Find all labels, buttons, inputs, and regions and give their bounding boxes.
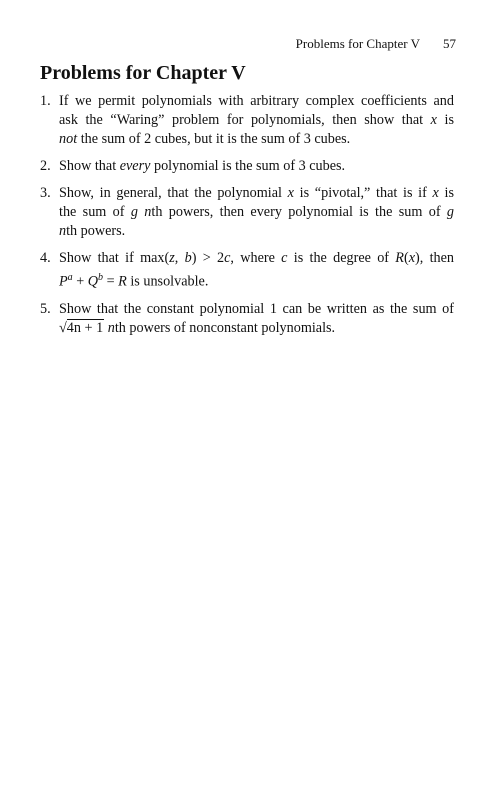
text-run: is [438, 185, 454, 201]
problem-number: 1. [40, 93, 51, 109]
text-run: ), then [415, 250, 454, 266]
italic-run: b [184, 250, 192, 266]
italic-run: g [130, 204, 138, 220]
italic-run: Q [87, 273, 99, 290]
problem-text-line [59, 249, 454, 268]
text-run: th powers of nonconstant polynomials. [114, 319, 336, 336]
problem-text-line [59, 203, 454, 222]
text-run: polynomial is the sum of 3 cubes. [150, 158, 346, 174]
text-run: the sum of [59, 204, 131, 220]
page-number: 57 [443, 36, 456, 51]
text-run: , [174, 250, 185, 266]
italic-run: x [432, 185, 439, 201]
text-run: Show, in general, that the polynomial [59, 185, 288, 201]
text-run: Show that [59, 158, 120, 174]
text-run: th powers, then every polynomial is the sum of [151, 204, 447, 220]
italic-run: x [408, 250, 416, 266]
running-head-title: Problems for Chapter V [295, 36, 420, 51]
problem-number: 2. [40, 158, 51, 174]
radical-sign-icon: √ [59, 319, 67, 336]
text-run: ) > 2 [191, 250, 225, 266]
italic-run: not [59, 131, 78, 147]
problem-list [40, 92, 454, 346]
italic-run: c [281, 250, 288, 266]
problem-number: 3. [40, 185, 51, 201]
text-run: the sum of 2 cubes, but it is the sum of 3 cubes. [77, 131, 351, 147]
text-run: is the degree of [287, 250, 396, 266]
text-run: is [436, 112, 454, 128]
text-run: + [72, 273, 88, 290]
italic-run: c [224, 250, 231, 266]
problem-text-line [59, 157, 454, 176]
problem-text-line [59, 300, 454, 319]
problem-number: 4. [40, 250, 51, 266]
italic-run: x [430, 112, 437, 128]
italic-run: z [169, 250, 175, 266]
problem-text-line [59, 184, 454, 203]
problem-text-line [59, 92, 454, 111]
italic-run: n [59, 223, 67, 239]
italic-run: R [118, 273, 127, 290]
problem-item [40, 249, 454, 292]
text-run: th powers. [66, 223, 126, 239]
problem-item [40, 92, 454, 149]
problem-item [40, 157, 454, 176]
problem-text-line [59, 130, 454, 149]
text-run: = [103, 273, 119, 290]
text-run: ( [403, 250, 409, 266]
problem-item [40, 184, 454, 241]
problem-text-line [59, 222, 454, 241]
italic-run: P [59, 273, 68, 290]
italic-run: R [395, 250, 404, 266]
italic-run: x [287, 185, 294, 201]
italic-run: n [144, 204, 152, 220]
problem-text-line [59, 319, 454, 338]
text-run: is “pivotal,” that is if [293, 185, 433, 201]
text-run: If we permit polynomials with arbitrary complex coefficients and [59, 93, 454, 109]
text-run: ask the “Waring” problem for polynomials, then show that [59, 112, 431, 128]
text-run: Show that if max( [59, 250, 170, 266]
text-run: , where [230, 250, 282, 266]
square-root [59, 319, 104, 338]
italic-run: g [446, 204, 454, 220]
problem-number: 5. [40, 300, 51, 317]
italic-run: n [107, 319, 115, 336]
superscript: a [67, 272, 73, 283]
text-run: Show that the constant polynomial 1 can be written as the sum of [59, 300, 454, 317]
problem-item [40, 300, 454, 338]
chapter-heading: Problems for Chapter V [40, 62, 246, 84]
problem-text-line [59, 268, 454, 292]
problem-text-line [59, 111, 454, 130]
radicand: 4n + 1 [66, 319, 104, 336]
text-run: is unsolvable. [126, 273, 209, 290]
running-head [296, 36, 456, 52]
italic-run: every [119, 158, 151, 174]
superscript: b [98, 272, 104, 283]
